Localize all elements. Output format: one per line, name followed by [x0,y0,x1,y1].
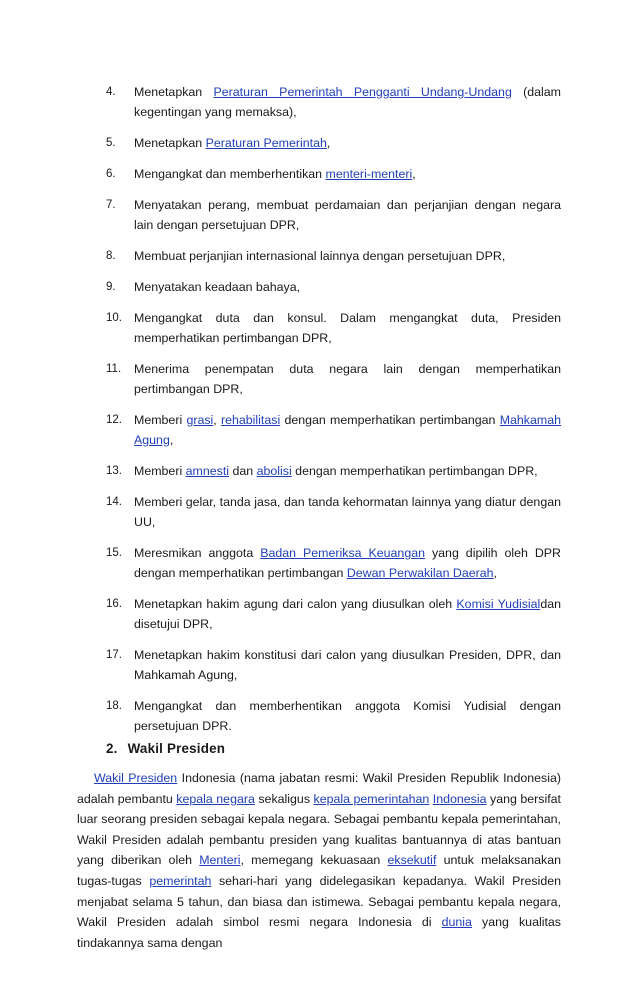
text-run: Memberi gelar, tanda jasa, dan tanda kehormatan lainnya yang diatur dengan UU, [134,495,561,529]
text-run: (dalam kegentingan yang memaksa), [134,85,561,119]
body-paragraph [77,768,561,953]
list-item [106,594,561,634]
text-run: , [169,433,174,447]
text-run: yang bersifat luar seorang presiden sebagai kepala negara. Sebagai pembantu kepala pemerintahan, Wakil Presiden adalah pembantu presiden yang kualitas bantuannya di atas bantuan yang diberikan oleh [77,791,561,868]
link-peraturan-pemerintah-pengganti-undang-undang[interactable]: Peraturan Pemerintah Pengganti Undang-Undang [213,85,512,99]
list-item-text [134,699,561,733]
link-wakil-presiden[interactable]: Wakil Presiden [94,771,178,785]
list-item-number: 6. [106,168,116,180]
list-item-text [134,464,538,478]
list-item-text [134,136,330,150]
list-item [106,277,561,297]
link-kepala-pemerintahan[interactable]: kepala pemerintahan [313,791,430,806]
list-item [106,543,561,583]
list-item-number: 8. [106,250,116,262]
list-item-number: 7. [106,199,116,211]
list-item [106,410,561,450]
list-item-number: 14. [106,496,122,508]
text-run: Menetapkan [134,85,214,99]
list-item-number: 15. [106,547,122,559]
text-run: untuk melaksanakan tugas-tugas [77,853,561,888]
list-item-text [134,249,505,263]
text-run: yang dipilih oleh DPR dengan memperhatikan pertimbangan [134,546,561,580]
link-peraturan-pemerintah[interactable]: Peraturan Pemerintah [205,136,327,150]
list-item-text [134,167,416,181]
link-menteri-menteri[interactable]: menteri-menteri [325,167,413,181]
text-run: Menyatakan keadaan bahaya, [134,280,301,294]
list-item-number: 12. [106,414,122,426]
text-run: Meresmikan anggota [134,546,261,560]
list-item [106,645,561,685]
link-amnesti[interactable]: amnesti [185,464,230,478]
list-item [106,359,561,399]
list-item-text [134,546,561,580]
text-run: , memegang kekuasaan [240,853,388,868]
link-grasi[interactable]: grasi [186,413,214,427]
text-run: Memberi [134,413,187,427]
text-run: Menetapkan hakim konstitusi dari calon yang diusulkan Presiden, DPR, dan Mahkamah Agung, [134,648,561,682]
list-item-number: 13. [106,465,122,477]
text-run: yang kualitas tindakannya sama dengan [77,915,561,950]
text-run: dengan memperhatikan pertimbangan DPR, [291,464,538,478]
list-item-number: 17. [106,649,122,661]
list-item-number: 10. [106,312,122,324]
link-rehabilitasi[interactable]: rehabilitasi [220,413,281,427]
list-item-text [134,85,561,119]
text-run: Menerima penempatan duta negara lain dengan memperhatikan pertimbangan DPR, [134,362,561,396]
link-badan-pemeriksa-keuangan[interactable]: Badan Pemeriksa Keuangan [260,546,425,560]
link-kepala-negara[interactable]: kepala negara [176,791,255,806]
link-pemerintah[interactable]: pemerintah [149,873,212,888]
text-run: Mengangkat dan memberhentikan [134,167,326,181]
text-run: dan [229,464,257,478]
text-run: , [493,566,497,580]
list-item-number: 4. [106,86,116,98]
link-menteri[interactable]: Menteri [199,853,241,868]
list-item [106,461,561,481]
text-run: , [213,413,221,427]
text-run: Mengangkat duta dan konsul. Dalam mengangkat duta, Presiden memperhatikan pertimbangan DPR, [134,311,561,345]
link-abolisi[interactable]: abolisi [256,464,292,478]
list-item-text [134,198,561,232]
section-number: 2. [106,741,118,756]
text-run: , [326,136,331,150]
link-eksekutif[interactable]: eksekutif [387,853,437,868]
list-item-number: 18. [106,700,122,712]
list-item-text [134,413,561,447]
text-run: sekaligus [254,791,314,806]
section-title: Wakil Presiden [127,741,226,756]
link-dunia[interactable]: dunia [441,915,472,930]
list-item [106,696,561,736]
link-mahkamah-agung[interactable]: Mahkamah Agung [134,413,561,447]
text-run: Memberi [134,464,186,478]
link-indonesia[interactable]: Indonesia [432,791,487,806]
list-item [106,492,561,532]
list-item-text [134,495,561,529]
text-run: dengan memperhatikan pertimbangan [280,413,500,427]
text-run: Mengangkat dan memberhentikan anggota Komisi Yudisial dengan persetujuan DPR. [134,699,561,733]
list-item-text [134,648,561,682]
list-item [106,308,561,348]
presidential-powers-list [106,82,561,747]
text-run: sehari-hari yang didelegasikan kepadanya. Wakil Presiden menjabat selama 5 tahun, dan biasa dan istimewa. Sebagai pembantu kepala negara, Wakil Presiden adalah simbol resmi negara Indonesia di [77,873,561,930]
section-heading [106,741,225,756]
link-komisi-yudisial[interactable]: Komisi Yudisial [456,597,541,611]
list-item [106,164,561,184]
text-run: Menyatakan perang, membuat perdamaian dan perjanjian dengan negara lain dengan persetujuan DPR, [134,198,561,232]
list-item-number: 16. [106,598,122,610]
list-item [106,195,561,235]
list-item-text [134,311,561,345]
list-item-text [134,280,300,294]
list-item-number: 11. [106,363,122,375]
text-run: Membuat perjanjian internasional lainnya dengan persetujuan DPR, [134,249,506,263]
text-run: , [412,167,416,181]
text-run: Menetapkan hakim agung dari calon yang diusulkan oleh [134,597,457,611]
list-item-text [134,362,561,396]
list-item-number: 5. [106,137,116,149]
text-run: dan disetujui DPR, [134,597,561,631]
list-item [106,82,561,122]
list-item-number: 9. [106,281,116,293]
list-item [106,133,561,153]
link-dewan-perwakilan-daerah[interactable]: Dewan Perwakilan Daerah [346,566,494,580]
list-item-text [134,597,561,631]
list-item [106,246,561,266]
text-run: Menetapkan [134,136,206,150]
text-run: Indonesia (nama jabatan resmi: Wakil Presiden Republik Indonesia) adalah pembantu [77,771,561,806]
